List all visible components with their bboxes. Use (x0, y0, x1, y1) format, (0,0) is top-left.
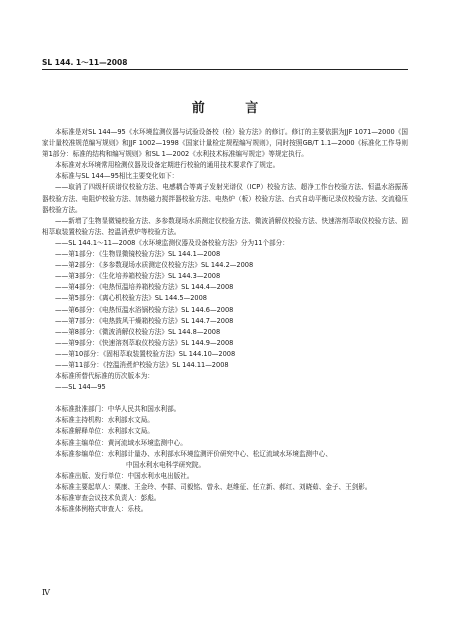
info-row (42, 438, 408, 449)
drafters-row (42, 482, 408, 493)
info-row (42, 449, 408, 460)
part-item: ——第6部分：《电热恒温水浴锅校验方法》SL 144.6—2008 (55, 305, 234, 314)
info-label: 本标准参编单位： (55, 449, 108, 458)
info-continuation: 中国水利水电科学研究院。 (126, 460, 206, 469)
part-item: ——第3部分：《生化培养箱校验方法》SL 144.3—2008 (55, 272, 221, 281)
drafters-value: 栗康、王金玲、李群、司毅铭、曾永、赵维征、任立新、郝红、刘晓茹、金子、王剑影。 (114, 482, 372, 491)
change-item: ——新增了生物显微镜校验方法、多参数现场水质测定仪校验方法、微波消解仪校验方法、快速溶剂萃取仪校验方法、固相萃取装置校验方法、控温消煮炉等校验方法。 (42, 216, 408, 236)
header-code: SL 144. 1～11—2008 (42, 58, 128, 67)
page-title: 前 言 (191, 101, 277, 116)
part-item: ——第7部分：《电热鼓风干燥箱校验方法》SL 144.7—2008 (55, 316, 234, 325)
info-row (42, 404, 408, 415)
info-value: 水利部水文局。 (107, 416, 154, 425)
part-item: ——第4部分：《电热恒温培养箱校验方法》SL 144.4—2008 (55, 283, 234, 292)
document-body (42, 127, 415, 515)
info-label: 本标准解释单位： (55, 427, 108, 436)
part-item: ——第11部分：《控温消煮炉校验方法》SL 144.11—2008 (55, 360, 229, 369)
info-block (42, 404, 408, 515)
info-value: 水利部计量办、水利部水环境监测评价研究中心、松辽流域水环境监测中心、 (107, 449, 332, 458)
info-label: 本标准批准部门： (55, 405, 108, 414)
part-item: ——第10部分：《固相萃取装置校验方法》SL 144.10—2008 (55, 349, 236, 358)
info-label: 本标准主持机构： (55, 416, 108, 425)
reviewer-line: 本标准审查会议技术负责人：彭彪。 (55, 494, 161, 502)
info-row (42, 415, 408, 426)
drafters-label: 本标准主要起草人： (55, 482, 115, 491)
part-item: ——第1部分：《生物显微镜校验方法》SL 144.1—2008 (55, 250, 221, 259)
part-item: ——第8部分：《微波消解仪校验方法》SL 144.8—2008 (55, 327, 221, 336)
intro-paragraph: 本标准与SL 144—95相比主要变化如下： (55, 172, 179, 181)
part-item: ——第2部分：《多参数现场水质测定仪校验方法》SL 144.2—2008 (55, 261, 254, 270)
history-item: ——SL 144—95 (55, 383, 106, 392)
part-item: ——第9部分：《快速溶剂萃取仪校验方法》SL 144.9—2008 (55, 338, 234, 347)
reviewer-line: 本标准体例格式审查人：乐枝。 (55, 505, 148, 514)
intro-paragraph: 本标准是对SL 144—95《水环境监测仪器与试验设备校（检）验方法》的修订。修订的主要依据为JJF 1071—2000《国家计量校准规范编写规则》和JJF 1002—1998《国家计量检定规程编写规则》，同时按照GB/T 1.1—2000《标准化工作导则 第1部分：标准的结构和编写规则》和SL 1—2002《水利技术标准编写规定》等规定执行。 (42, 128, 415, 159)
info-value: 水利部水文局。 (107, 427, 154, 436)
publisher-line: 本标准出版、发行单位：中国水利水电出版社。 (55, 471, 194, 480)
info-label: 本标准主编单位： (55, 438, 108, 447)
info-value: 黄河流域水环境监测中心。 (107, 438, 187, 447)
header-rule (42, 69, 408, 70)
info-row (42, 426, 408, 437)
history-label: 本标准所替代标准的历次版本为： (55, 372, 154, 381)
info-value: 中华人民共和国水利部。 (107, 405, 181, 414)
intro-paragraph: 本标准对水环境常用检测仪器及设备定期进行校验的通用技术要求作了规定。 (55, 161, 280, 170)
part-item: ——第5部分：《离心机校验方法》SL 144.5—2008 (55, 294, 208, 303)
change-item: ——取消了四级杆质谱仪校验方法、电感耦合等离子发射光谱仪（ICP）校验方法、超净工作台校验方法、恒温水浴振荡器校验方法、电阻炉校验方法、加热磁力搅拌器校验方法、电热炉（板）校验方法、台式自动平衡记录仪校验方法、交流稳压器校验方法。 (42, 183, 408, 214)
change-item: ——SL 144.1～11—2008《水环境监测仪器及设备校验方法》分为11个部分： (55, 238, 289, 247)
page-number: Ⅳ (42, 588, 50, 597)
